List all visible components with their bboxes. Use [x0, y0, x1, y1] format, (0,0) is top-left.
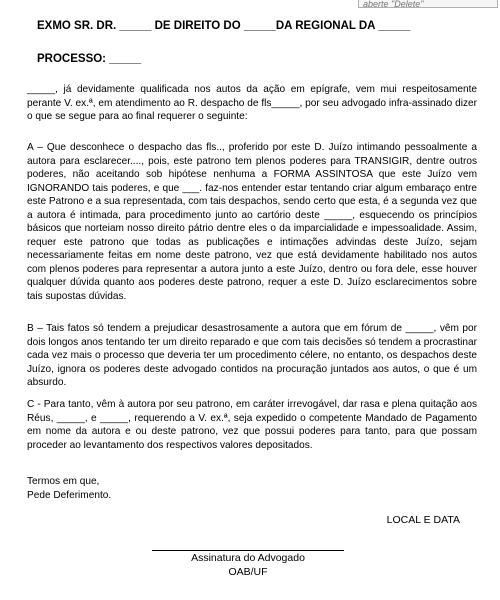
paragraph-intro: _____, já devidamente qualificada nos autos da ação em epígrafe, vem mui respeitosamente perante V. ex.ª, em atendimento ao R. despacho de fls_____, por seu advogado infra-assinado dizer o que se segue para ao final requerer o seguinte: — [27, 84, 477, 122]
paragraph-b: B – Tais fatos só tendem a prejudicar desastrosamente a autora que em fórum de _____, vêm por dois longos anos tentando ter um direito reparado e que com tais decisões só tendem a procrastinar cada vez mais o processo que deveria ter um procedimento célere, no entanto, os despachos deste Juízo, ignora os poderes deste advogado contidos na procuração juntados aos autos, o que é um absurdo. — [27, 323, 477, 388]
hint-box: aberte "Delete" — [358, 0, 498, 8]
signature-line — [152, 550, 344, 551]
process-number: PROCESSO: _____ — [37, 53, 142, 65]
paragraph-a: A – Que desconhece o despacho das fls.., proferido por este D. Juízo intimando pessoalmente a autora para esclarecer...., pois, este patrono tem plenos poderes para TRANSIGIR, dentre outros poderes, não aceitando sob hipótese nenhuma a FORMA ASSINTOSA que este Juízo vem IGNORANDO tais poderes, e que ___. faz-nos entender estar tentando criar algum embaraço entre este Patrono e a sua representada, com tais despachos, sendo certo que esta, é a segunda vez que a autora é intimada, para procedimento junto ao cartório deste _____, esquecendo os princípios básicos que norteiam nosso direito pátrio dentre eles o da imparcialidade e impessoalidade. Assim, requer este patrono que todas as publicações e intimações advindas deste Juízo, sejam necessariamente feitas em nome deste patrono, vez que está devidamente habilitado nos autos com plenos poderes para representar a autora junto a este Juízo, dentro ou fora dele, esse houver qualquer dúvida quanto aos poderes deste patrono, requer a este D. Juízo esclarecimentos sobre tais supostas dúvidas. — [27, 142, 477, 302]
closing-line-2: Pede Deferimento. — [27, 490, 112, 501]
signature-oab: OAB/UF — [228, 566, 268, 578]
document-header: EXMO SR. DR. _____ DE DIREITO DO _____DA REGIONAL DA _____ — [37, 20, 411, 32]
closing-line-1: Termos em que, — [27, 476, 100, 487]
signature-label: Assinatura do Advogado — [191, 552, 305, 564]
closing — [27, 475, 111, 503]
paragraph-c: C - Para tanto, vêm à autora por seu patrono, em caráter irrevogável, dar rasa e plena quitação aos Réus, _____, e _____, requerendo a V. ex.ª, seja expedido o competente Mandado de Pagamento em nome da autora e ou deste patrono, vez que possui poderes para tanto, para que possam proceder ao levantamento dos respectivos valores depositados. — [27, 399, 477, 451]
local-date: LOCAL E DATA — [386, 514, 460, 526]
